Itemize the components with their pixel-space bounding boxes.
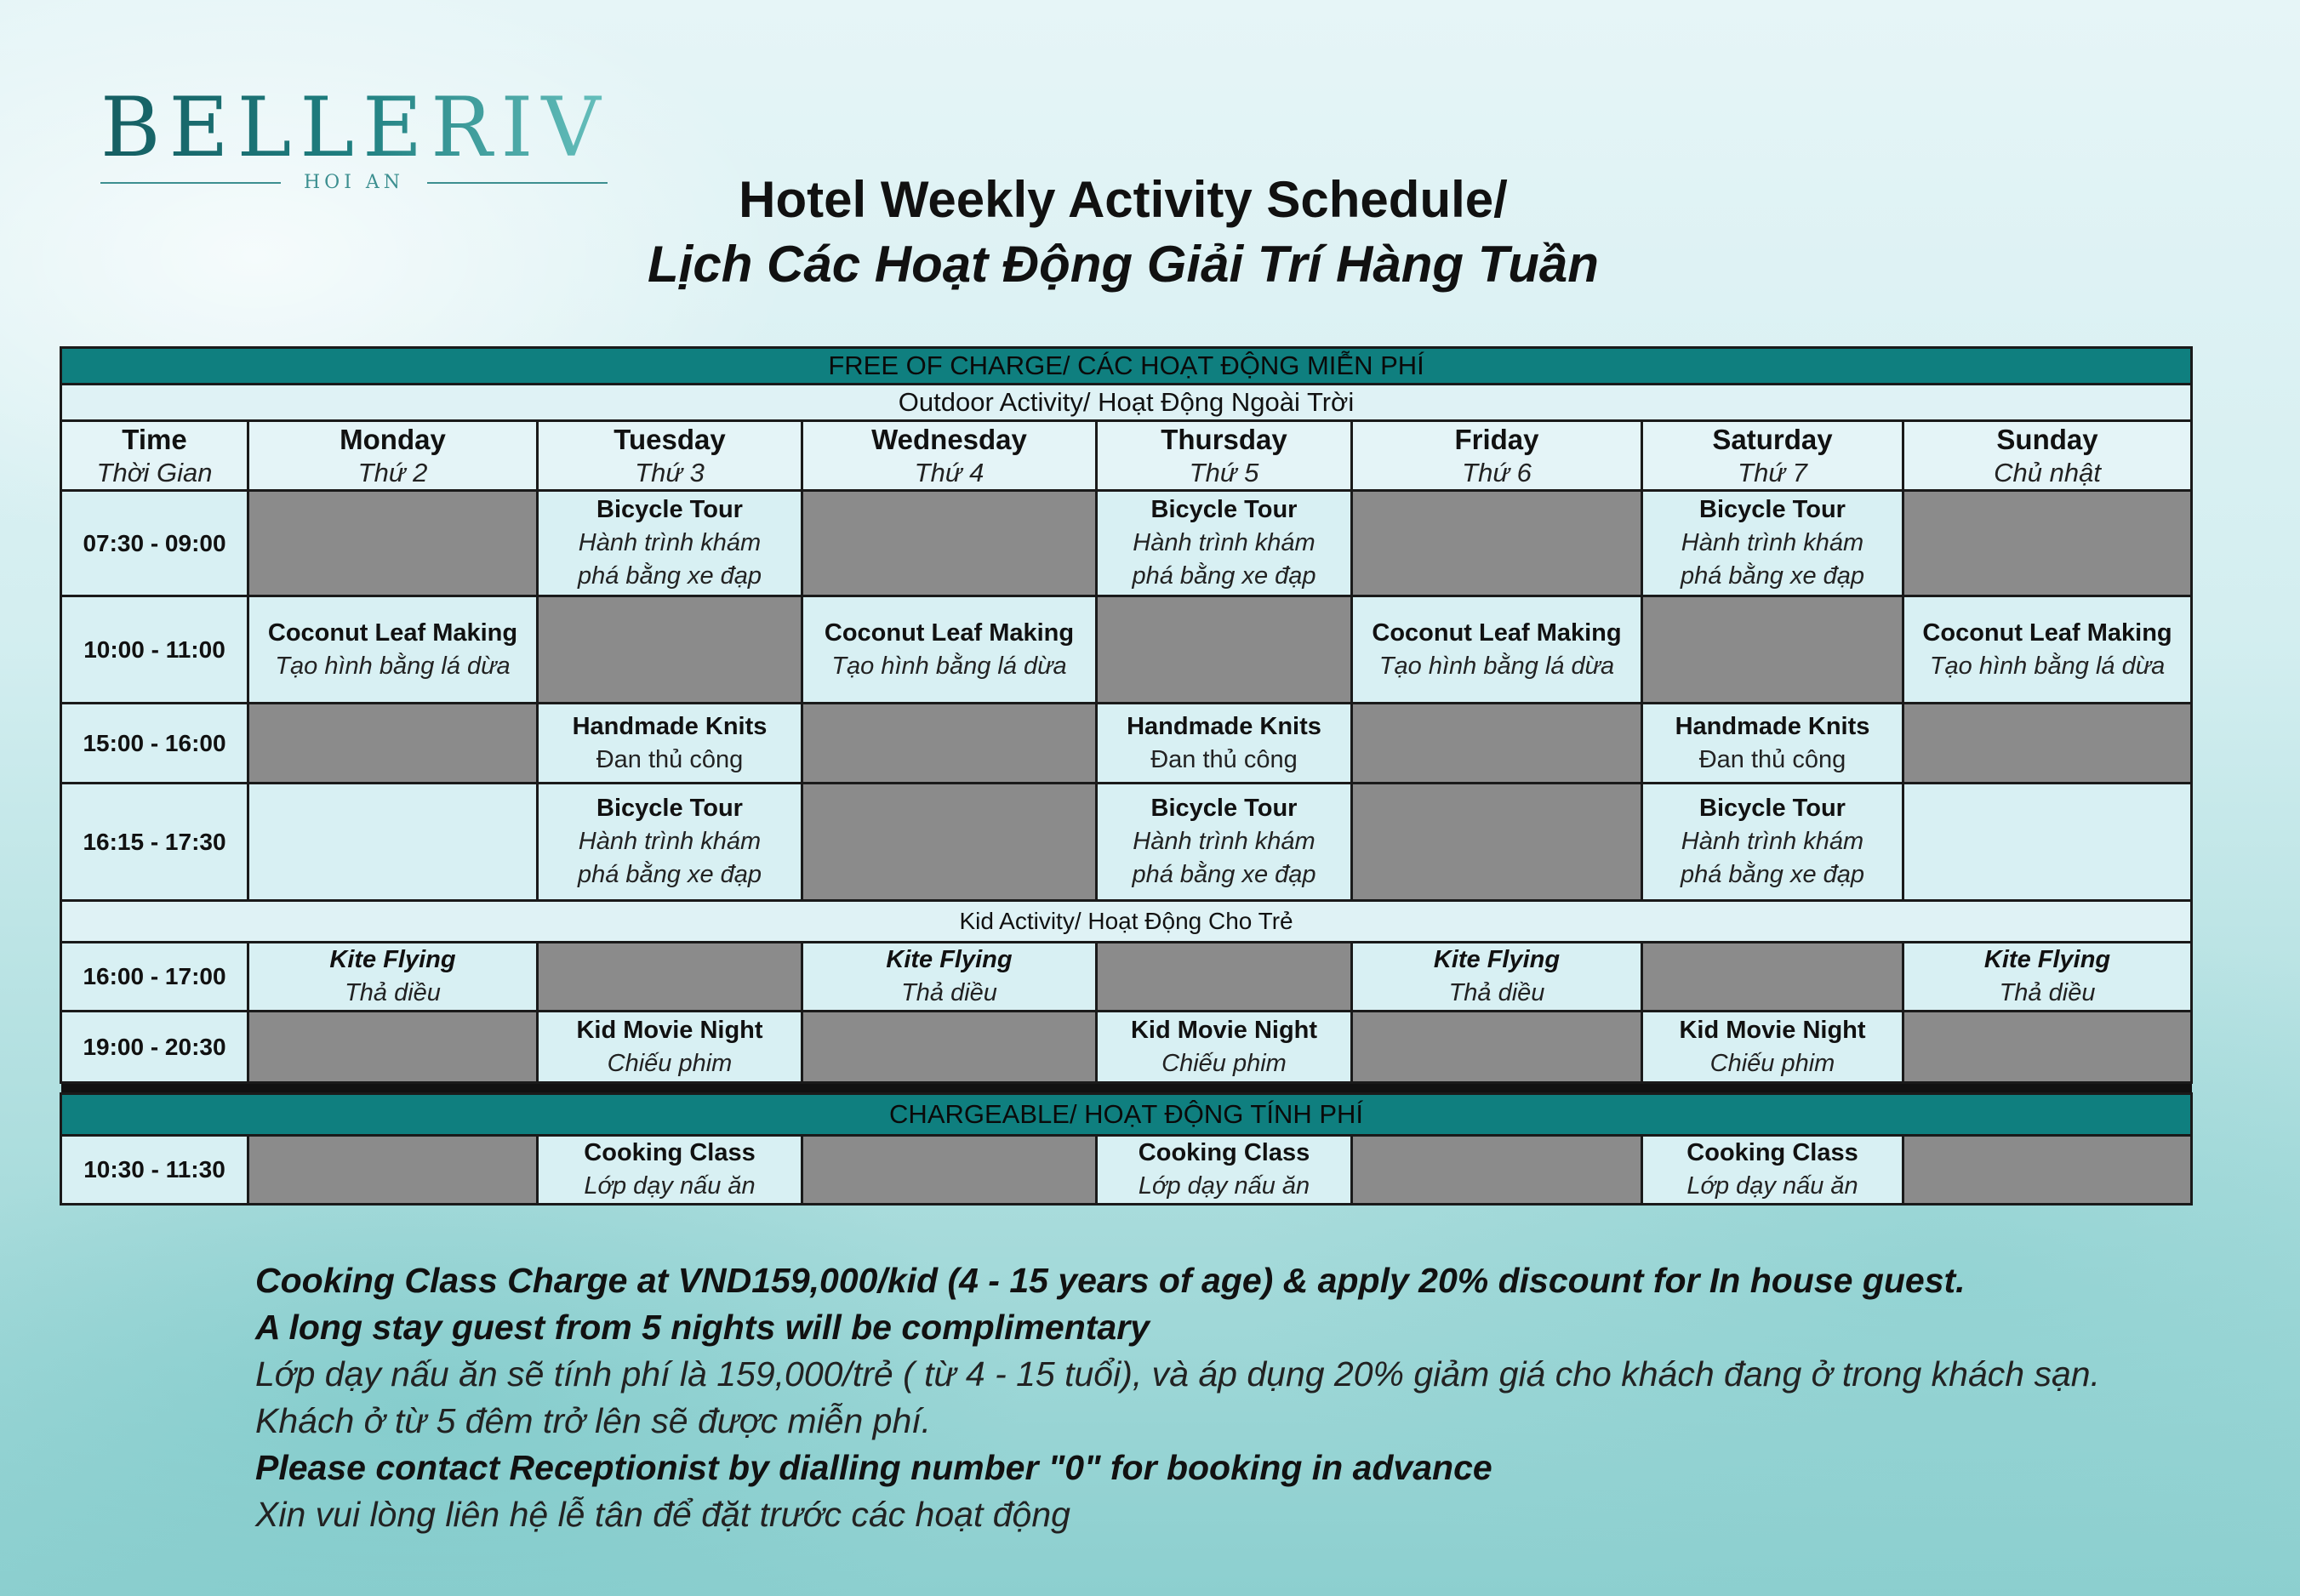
empty-cell — [1903, 1012, 2192, 1083]
day-vi: Thứ 7 — [1738, 457, 1807, 487]
activity-vi: phá bằng xe đạp — [1132, 861, 1316, 888]
activity-cell — [1097, 1136, 1352, 1205]
activity-vi: phá bằng xe đạp — [577, 562, 762, 590]
activity-en: Cooking Class — [584, 1139, 756, 1166]
activity-en: Coconut Leaf Making — [824, 618, 1075, 647]
activity-en: Handmade Knits — [572, 712, 768, 740]
activity-cell — [1642, 704, 1903, 784]
activity-vi: Hành trình khám — [1681, 828, 1864, 855]
activity-cell — [1097, 491, 1352, 596]
activity-cell — [1642, 491, 1903, 596]
activity-en: Kite Flying — [886, 946, 1013, 973]
activity-vi: Thả diều — [901, 979, 997, 1006]
activity-vi: Hành trình khám — [578, 828, 762, 855]
header-monday — [248, 421, 538, 491]
activity-cell — [538, 704, 802, 784]
empty-cell — [802, 1012, 1097, 1083]
day-en: Tuesday — [614, 423, 726, 455]
activity-vi: Chiếu phim — [1709, 1049, 1835, 1077]
note-line: A long stay guest from 5 nights will be complimentary — [255, 1308, 1150, 1347]
header-time-vi: Thời Gian — [96, 457, 213, 487]
activity-cell — [538, 784, 802, 901]
table-row — [61, 596, 2192, 704]
day-en: Saturday — [1712, 423, 1833, 455]
activity-vi: Chiếu phim — [1161, 1049, 1287, 1077]
note-line: Xin vui lòng liên hệ lễ tân để đặt trước các hoạt động — [255, 1495, 1070, 1534]
activity-cell — [1642, 1136, 1903, 1205]
activity-vi: Đan thủ công — [596, 745, 744, 773]
activity-vi: phá bằng xe đạp — [1132, 562, 1316, 590]
activity-en: Cooking Class — [1138, 1139, 1310, 1166]
header-row — [61, 421, 2192, 491]
empty-cell — [248, 1012, 538, 1083]
header-tuesday — [538, 421, 802, 491]
day-en: Wednesday — [871, 423, 1027, 455]
activity-cell — [248, 596, 538, 704]
note-line: Please contact Receptionist by dialling number "0" for booking in advance — [255, 1448, 1492, 1487]
table-row — [61, 491, 2192, 596]
activity-en: Bicycle Tour — [1150, 496, 1298, 523]
activity-vi: Hành trình khám — [578, 529, 762, 556]
activity-vi: phá bằng xe đạp — [1680, 861, 1865, 888]
empty-cell — [538, 943, 802, 1012]
activity-vi: Thả diều — [345, 979, 441, 1006]
empty-cell — [1642, 596, 1903, 704]
day-vi: Thứ 5 — [1189, 457, 1259, 487]
day-en: Sunday — [1996, 423, 2098, 455]
time-cell: 19:00 - 20:30 — [61, 1012, 248, 1083]
activity-cell — [538, 491, 802, 596]
activity-en: Kid Movie Night — [1679, 1016, 1866, 1044]
activity-cell — [538, 1012, 802, 1083]
activity-cell — [1352, 596, 1642, 704]
activity-en: Cooking Class — [1686, 1139, 1858, 1166]
activity-vi: Hành trình khám — [1133, 828, 1316, 855]
header-time-en: Time — [122, 423, 187, 455]
activity-cell — [538, 1136, 802, 1205]
empty-cell — [1097, 943, 1352, 1012]
logo-location: HOI AN — [303, 172, 405, 193]
activity-vi: Đan thủ công — [1698, 745, 1846, 773]
note-line: Lớp dạy nấu ăn sẽ tính phí là 159,000/trẻ ( từ 4 - 15 tuổi), và áp dụng 20% giảm giá cho khách đang ở trong khách sạn. — [255, 1354, 2100, 1394]
activity-en: Handmade Knits — [1675, 712, 1870, 740]
activity-vi: Tạo hình bằng lá dừa — [831, 652, 1067, 680]
outdoor-activity-band: Outdoor Activity/ Hoạt Động Ngoài Trời — [61, 385, 2192, 421]
empty-cell — [1903, 704, 2192, 784]
day-vi: Thứ 4 — [914, 457, 984, 487]
time-cell: 10:00 - 11:00 — [61, 596, 248, 704]
activity-en: Kite Flying — [1983, 946, 2111, 973]
empty-cell — [1903, 491, 2192, 596]
activity-vi: Lớp dạy nấu ăn — [584, 1172, 756, 1200]
table-row — [61, 1012, 2192, 1083]
activity-cell — [1903, 596, 2192, 704]
empty-light-cell — [1903, 784, 2192, 901]
activity-vi: Thả diều — [1448, 979, 1545, 1006]
time-cell: 16:00 - 17:00 — [61, 943, 248, 1012]
empty-cell — [248, 1136, 538, 1205]
empty-cell — [802, 491, 1097, 596]
day-en: Monday — [340, 423, 446, 455]
time-cell: 10:30 - 11:30 — [61, 1136, 248, 1205]
header-saturday — [1642, 421, 1903, 491]
empty-cell — [1097, 596, 1352, 704]
header-sunday — [1903, 421, 2192, 491]
empty-cell — [1352, 784, 1642, 901]
activity-vi: Đan thủ công — [1150, 745, 1298, 773]
activity-cell — [1097, 784, 1352, 901]
header-wednesday — [802, 421, 1097, 491]
activity-en: Handmade Knits — [1127, 712, 1321, 740]
empty-cell — [802, 704, 1097, 784]
empty-cell — [802, 1136, 1097, 1205]
empty-cell — [802, 784, 1097, 901]
header-thursday — [1097, 421, 1352, 491]
page-title-vi: Lịch Các Hoạt Động Giải Trí Hàng Tuần — [648, 236, 1599, 293]
activity-en: Kid Movie Night — [1130, 1016, 1318, 1044]
page-title-en: Hotel Weekly Activity Schedule/ — [739, 171, 1508, 228]
empty-cell — [1903, 1136, 2192, 1205]
activity-vi: phá bằng xe đạp — [1680, 562, 1865, 590]
empty-cell — [1352, 1136, 1642, 1205]
table-row — [61, 1136, 2192, 1205]
activity-vi: Lớp dạy nấu ăn — [1138, 1172, 1310, 1200]
activity-vi: Tạo hình bằng lá dừa — [1929, 652, 2166, 680]
day-en: Thursday — [1161, 423, 1287, 455]
empty-cell — [248, 704, 538, 784]
schedule-table — [60, 346, 2193, 1206]
activity-en: Kite Flying — [1433, 946, 1561, 973]
activity-en: Bicycle Tour — [1699, 496, 1846, 523]
logo-wordmark: BELLERIVE — [100, 80, 677, 175]
empty-cell — [1352, 704, 1642, 784]
time-cell: 15:00 - 16:00 — [61, 704, 248, 784]
activity-vi: phá bằng xe đạp — [577, 861, 762, 888]
activity-en: Kite Flying — [329, 946, 456, 973]
activity-vi: Tạo hình bằng lá dừa — [275, 652, 511, 680]
empty-cell — [1352, 1012, 1642, 1083]
activity-cell — [1352, 943, 1642, 1012]
section-gap — [61, 1083, 2192, 1094]
activity-cell — [802, 596, 1097, 704]
chargeable-band: CHARGEABLE/ HOẠT ĐỘNG TÍNH PHÍ — [61, 1094, 2192, 1136]
activity-cell — [1642, 1012, 1903, 1083]
activity-en: Bicycle Tour — [1150, 795, 1298, 822]
activity-en: Coconut Leaf Making — [267, 618, 518, 647]
day-vi: Thứ 2 — [357, 457, 428, 487]
activity-cell — [248, 943, 538, 1012]
empty-cell — [248, 491, 538, 596]
activity-en: Coconut Leaf Making — [1922, 618, 2172, 647]
activity-en: Bicycle Tour — [1699, 795, 1846, 822]
activity-vi: Lớp dạy nấu ăn — [1686, 1172, 1858, 1200]
activity-cell — [1903, 943, 2192, 1012]
empty-light-cell — [248, 784, 538, 901]
header-friday — [1352, 421, 1642, 491]
note-line: Cooking Class Charge at VND159,000/kid (4 - 15 years of age) & apply 20% discount for In house guest. — [255, 1261, 1966, 1300]
empty-cell — [1352, 491, 1642, 596]
activity-vi: Tạo hình bằng lá dừa — [1378, 652, 1615, 680]
activity-en: Bicycle Tour — [596, 496, 743, 523]
note-line: Khách ở từ 5 đêm trở lên sẽ được miễn phí. — [255, 1401, 932, 1440]
table-row — [61, 704, 2192, 784]
empty-cell — [538, 596, 802, 704]
activity-cell — [1097, 704, 1352, 784]
activity-en: Coconut Leaf Making — [1372, 618, 1622, 647]
table-row — [61, 784, 2192, 901]
day-vi: Thứ 6 — [1462, 457, 1532, 487]
kid-activity-band: Kid Activity/ Hoạt Động Cho Trẻ — [61, 901, 2192, 943]
activity-cell — [1097, 1012, 1352, 1083]
activity-vi: Thả diều — [1999, 979, 2096, 1006]
day-en: Friday — [1454, 423, 1539, 455]
time-cell: 07:30 - 09:00 — [61, 491, 248, 596]
notes-block — [255, 1257, 2263, 1538]
activity-en: Bicycle Tour — [596, 795, 743, 822]
empty-cell — [1642, 943, 1903, 1012]
day-vi: Thứ 3 — [635, 457, 705, 487]
activity-vi: Hành trình khám — [1681, 529, 1864, 556]
time-cell: 16:15 - 17:30 — [61, 784, 248, 901]
day-vi: Chủ nhật — [1994, 457, 2101, 487]
table-row — [61, 943, 2192, 1012]
activity-vi: Hành trình khám — [1133, 529, 1316, 556]
activity-cell — [802, 943, 1097, 1012]
activity-cell — [1642, 784, 1903, 901]
activity-en: Kid Movie Night — [576, 1016, 763, 1044]
header-time — [61, 421, 248, 491]
free-of-charge-band: FREE OF CHARGE/ CÁC HOẠT ĐỘNG MIỄN PHÍ — [61, 348, 2192, 385]
activity-vi: Chiếu phim — [607, 1049, 733, 1077]
